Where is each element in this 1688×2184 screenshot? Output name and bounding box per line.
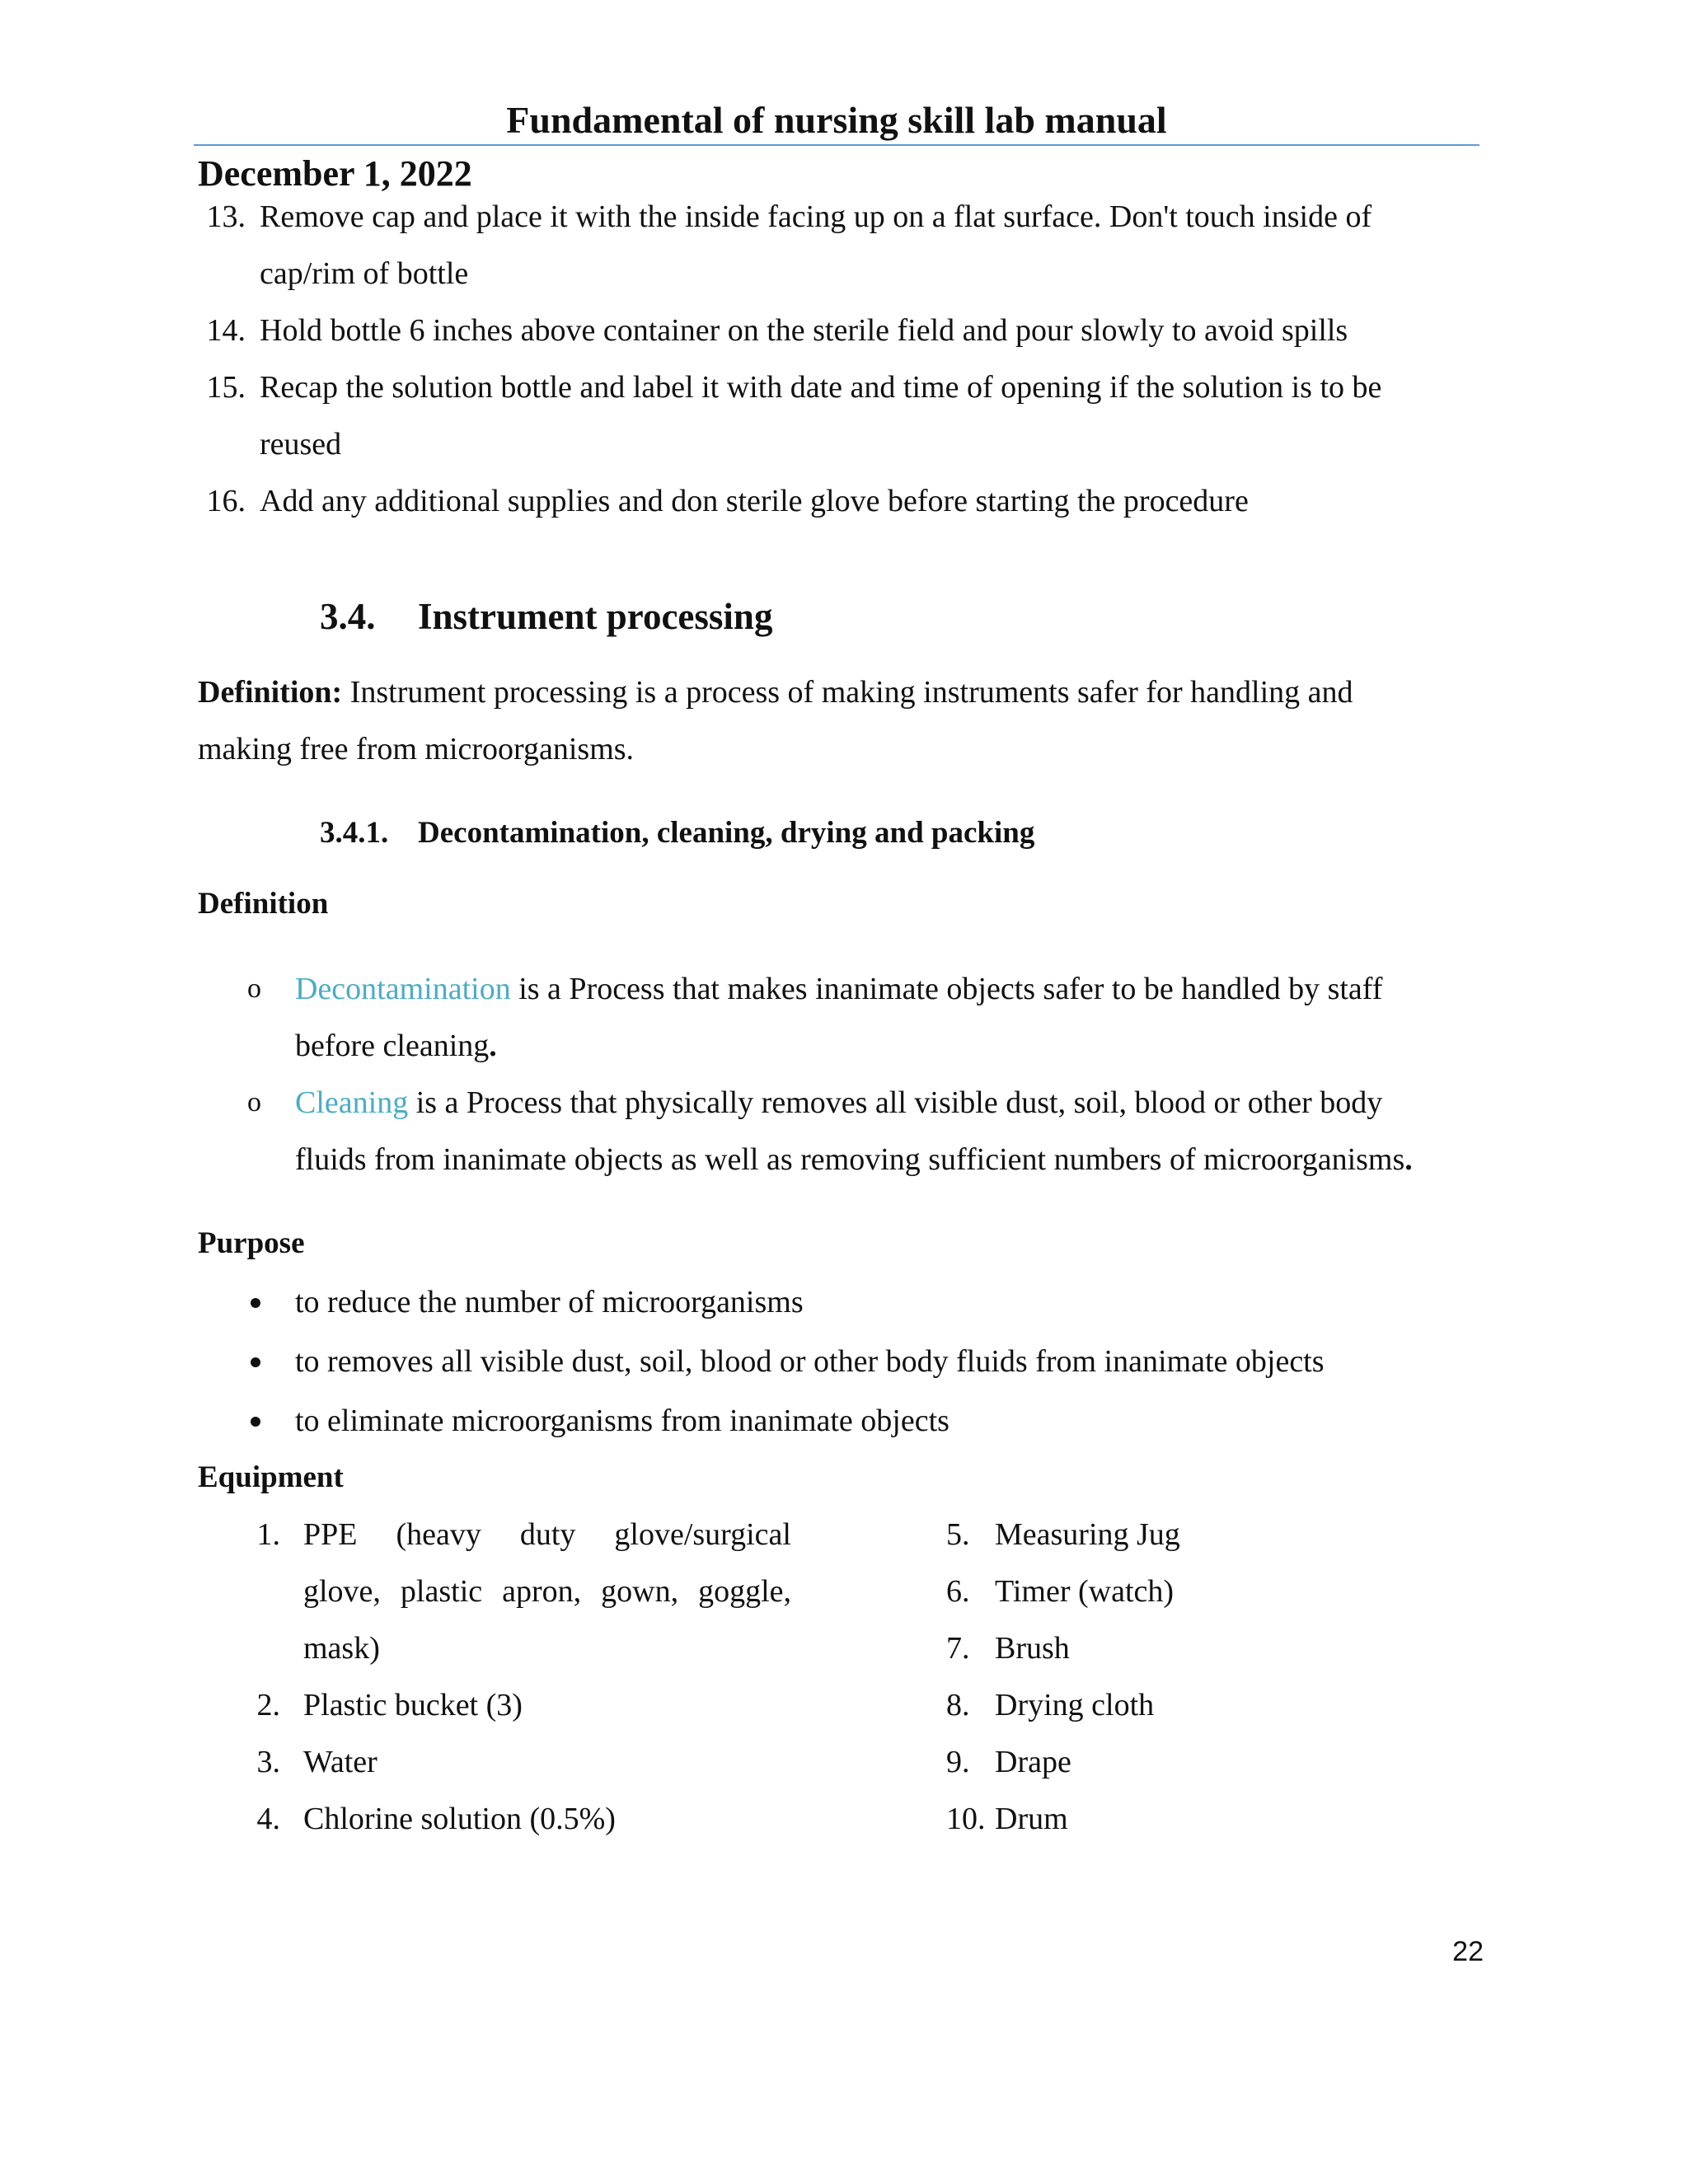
- purpose-item: to reduce the number of microorganisms: [295, 1285, 804, 1319]
- equipment-item: Drying cloth: [995, 1688, 1155, 1722]
- definition-label: Definition:: [198, 675, 343, 710]
- section-title: Instrument processing: [418, 596, 773, 637]
- page-number: 22: [1452, 1936, 1484, 1967]
- equipment-item: Chlorine solution (0.5%): [303, 1802, 616, 1836]
- equipment-heading: Equipment: [198, 1460, 344, 1494]
- step-text: cap/rim of bottle: [260, 256, 469, 291]
- equipment-number: 3.: [256, 1745, 280, 1779]
- definition-text: Instrument processing is a process of making instruments safer for handling and: [342, 675, 1353, 710]
- equipment-number: 1.: [256, 1517, 280, 1552]
- step-text: Hold bottle 6 inches above container on the sterile field and pour slowly to avoid spills: [260, 313, 1348, 348]
- section-definition-line: making free from microorganisms.: [198, 732, 635, 766]
- equipment-item: Brush: [995, 1631, 1070, 1666]
- step-text: Remove cap and place it with the inside facing up on a flat surface. Don't touch inside of: [260, 199, 1372, 234]
- step-number: 14.: [206, 313, 246, 348]
- equipment-number: 6.: [946, 1574, 970, 1609]
- step-number: 16.: [206, 484, 246, 518]
- equipment-item: Drum: [995, 1802, 1068, 1836]
- step-number: 13.: [206, 199, 246, 234]
- purpose-item: to eliminate microorganisms from inanimate objects: [295, 1404, 950, 1438]
- step-number: 15.: [206, 370, 246, 405]
- hollow-bullet-icon: o: [247, 1087, 261, 1118]
- step-text: reused: [260, 427, 342, 462]
- term-cleaning: Cleaning: [295, 1085, 409, 1120]
- purpose-item: to removes all visible dust, soil, blood or other body fluids from inanimate objects: [295, 1344, 1325, 1379]
- subsection-number: 3.4.1.: [320, 816, 389, 850]
- page-header-title: Fundamental of nursing skill lab manual: [506, 99, 1167, 141]
- definition-item-line: Decontamination is a Process that makes inanimate objects safer to be handled by staff: [295, 972, 1383, 1006]
- equipment-item: Timer (watch): [995, 1574, 1175, 1609]
- step-text: Recap the solution bottle and label it with date and time of opening if the solution is to be: [260, 370, 1382, 405]
- equipment-number: 4.: [256, 1802, 280, 1836]
- equipment-item: Plastic bucket (3): [303, 1688, 523, 1722]
- equipment-number: 7.: [946, 1631, 970, 1666]
- equipment-item: Drape: [995, 1745, 1071, 1779]
- step-text: Add any additional supplies and don sterile glove before starting the procedure: [260, 484, 1249, 518]
- section-definition-line: [198, 673, 1353, 711]
- subsection-title: Decontamination, cleaning, drying and packing: [418, 816, 1035, 850]
- equipment-item-line: PPE (heavy duty glove/surgical: [303, 1517, 791, 1552]
- hollow-bullet-icon: o: [247, 973, 261, 1004]
- bullet-icon: [251, 1298, 260, 1308]
- term-decontamination: Decontamination: [295, 972, 511, 1006]
- equipment-item-line: mask): [303, 1631, 380, 1666]
- bullet-icon: [251, 1417, 260, 1427]
- bullet-icon: [251, 1357, 260, 1367]
- equipment-number: 8.: [946, 1688, 970, 1722]
- equipment-item: Water: [303, 1745, 377, 1779]
- equipment-number: 10.: [946, 1802, 986, 1836]
- page-date: December 1, 2022: [198, 153, 472, 194]
- equipment-number: 2.: [256, 1688, 280, 1722]
- definition-item-line: fluids from inanimate objects as well as removing sufficient numbers of microorganisms.: [295, 1142, 1413, 1177]
- definition-item-line: before cleaning.: [295, 1029, 497, 1063]
- definition-item-line: Cleaning is a Process that physically removes all visible dust, soil, blood or other body: [295, 1085, 1383, 1120]
- equipment-number: 5.: [946, 1517, 970, 1552]
- definition-heading: Definition: [198, 887, 329, 921]
- header-divider: [194, 144, 1479, 146]
- equipment-number: 9.: [946, 1745, 970, 1779]
- equipment-item: Measuring Jug: [995, 1517, 1180, 1552]
- purpose-heading: Purpose: [198, 1226, 305, 1260]
- equipment-item-line: glove, plastic apron, gown, goggle,: [303, 1574, 791, 1609]
- section-number: 3.4.: [320, 596, 376, 637]
